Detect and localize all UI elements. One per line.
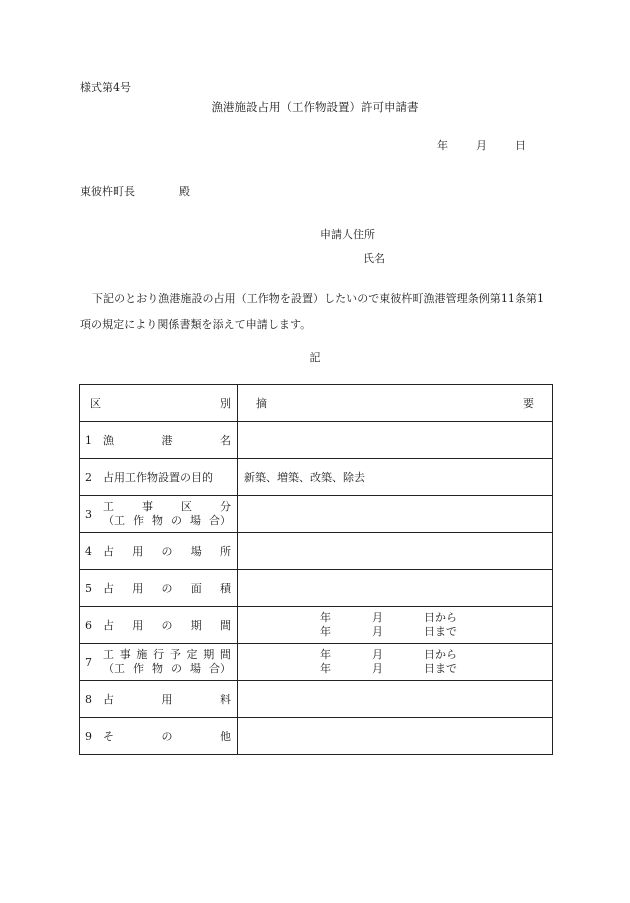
row-value-cell[interactable] xyxy=(238,459,553,496)
period-block xyxy=(238,611,552,639)
row-number: 4 xyxy=(85,544,92,558)
row-label-char: 区 xyxy=(181,500,192,513)
row-label-char: の xyxy=(171,662,182,675)
period-day-label: 日から xyxy=(424,648,457,661)
period-from-line xyxy=(320,611,552,625)
table-row xyxy=(80,718,553,755)
period-year-label: 年 xyxy=(320,662,331,675)
row-label-char: 面 xyxy=(190,582,202,595)
row-label-char: そ xyxy=(103,730,114,743)
date-line xyxy=(437,137,526,153)
period-day-label: 日から xyxy=(424,611,457,624)
row-label-char: 合） xyxy=(209,662,231,675)
row-label-cell xyxy=(80,681,238,718)
period-block xyxy=(238,648,552,676)
row-number: 3 xyxy=(85,507,92,521)
row-label-char: （工 xyxy=(103,514,125,527)
row-label-char: 占 xyxy=(103,619,114,632)
row-label-char: 用 xyxy=(132,545,144,558)
period-from-line xyxy=(320,648,552,662)
row-value-cell[interactable] xyxy=(238,607,553,644)
row-label-char: 漁 xyxy=(103,434,114,447)
row-value-cell[interactable] xyxy=(238,533,553,570)
header-category-cell xyxy=(80,385,238,422)
table-row xyxy=(80,533,553,570)
addressee-name: 東彼杵町長 xyxy=(80,185,135,198)
row-value-cell[interactable] xyxy=(238,718,553,755)
row-label-char: の xyxy=(161,582,173,595)
row-label-char: 事 xyxy=(119,648,131,661)
row-label-char: 他 xyxy=(220,730,231,743)
table-row xyxy=(80,681,553,718)
row-label-cell xyxy=(80,496,238,533)
table-header-row xyxy=(80,385,553,422)
period-year-label: 年 xyxy=(320,625,331,638)
row-label-cell xyxy=(80,570,238,607)
row-label-char: 場 xyxy=(190,514,201,527)
period-day-label: 日まで xyxy=(424,625,457,638)
table-row xyxy=(80,570,553,607)
header-category-char: 区 xyxy=(90,397,101,410)
addressee-honorific: 殿 xyxy=(179,185,190,198)
date-year-label: 年 xyxy=(437,139,448,152)
row-label-char: 作 xyxy=(133,514,144,527)
row-value-cell[interactable] xyxy=(238,422,553,459)
period-month-label: 月 xyxy=(372,625,383,638)
row-label-char: 場 xyxy=(190,662,201,675)
period-month-label: 月 xyxy=(372,648,383,661)
date-day-label: 日 xyxy=(515,139,526,152)
row-label-char: （工 xyxy=(103,662,125,675)
row-label-cell xyxy=(80,459,238,496)
row-number: 2 xyxy=(85,470,92,484)
row-value-cell[interactable] xyxy=(238,570,553,607)
row-number: 9 xyxy=(85,729,92,743)
period-to-line xyxy=(320,625,552,639)
row-label-cell xyxy=(80,607,238,644)
row-number: 5 xyxy=(85,581,92,595)
applicant-name-label: 氏名 xyxy=(363,252,385,265)
row-label-char: 用 xyxy=(132,619,144,632)
row-number: 6 xyxy=(85,618,92,632)
row-label-char: 工 xyxy=(103,500,114,513)
table-row xyxy=(80,422,553,459)
row-label-char: 物 xyxy=(152,662,163,675)
row-label-char: 合） xyxy=(209,514,231,527)
header-summary-char: 要 xyxy=(523,397,534,410)
row-label-char: 料 xyxy=(220,693,231,706)
table-row xyxy=(80,496,553,533)
period-year-label: 年 xyxy=(320,648,331,661)
row-label-char: 所 xyxy=(220,545,231,558)
application-body-text: 下記のとおり漁港施設の占用（工作物を設置）したいので東彼杵町漁港管理条例第11条第1項の規定により関係書類を添えて申請します。 xyxy=(80,292,545,331)
row-label-char: 行 xyxy=(153,648,165,661)
row-label-char: 名 xyxy=(220,434,231,447)
row-label-char: 分 xyxy=(220,500,231,513)
row-value-cell[interactable] xyxy=(238,681,553,718)
row-label-char: 間 xyxy=(219,648,231,661)
application-table-body xyxy=(80,385,553,755)
row-label-char: 積 xyxy=(220,582,231,595)
row-label-char: 期 xyxy=(203,648,215,661)
period-month-label: 月 xyxy=(372,611,383,624)
row-value-cell[interactable] xyxy=(238,496,553,533)
row-label-char: 定 xyxy=(186,648,198,661)
period-year-label: 年 xyxy=(320,611,331,624)
header-summary-char: 摘 xyxy=(256,397,267,410)
row-number: 7 xyxy=(85,655,92,669)
row-label-char: の xyxy=(161,730,173,743)
header-summary-cell xyxy=(238,385,553,422)
row-value-cell[interactable] xyxy=(238,644,553,681)
period-to-line xyxy=(320,662,552,676)
table-row xyxy=(80,644,553,681)
row-label-char: の xyxy=(161,619,173,632)
table-row xyxy=(80,607,553,644)
row-label-char: 期 xyxy=(190,619,202,632)
row-label-char: 事 xyxy=(142,500,153,513)
addressee xyxy=(80,183,190,199)
ki-heading: 記 xyxy=(309,351,321,364)
row-label-char: 物 xyxy=(152,514,163,527)
row-label-char: 占 xyxy=(103,545,114,558)
row-number: 1 xyxy=(85,433,92,447)
form-number: 様式第4号 xyxy=(80,81,131,94)
row-number: 8 xyxy=(85,692,92,706)
row-label-cell xyxy=(80,422,238,459)
row-label-char: 用 xyxy=(161,693,173,706)
row-label-char: 用 xyxy=(132,582,144,595)
period-month-label: 月 xyxy=(372,662,383,675)
period-day-label: 日まで xyxy=(424,662,457,675)
row-label-char: の xyxy=(171,514,182,527)
row-label-cell xyxy=(80,533,238,570)
row-value-text: 新築、増築、改築、除去 xyxy=(244,471,365,484)
row-label-char: 港 xyxy=(161,434,173,447)
row-label-char: の xyxy=(161,545,173,558)
row-label-text: 占用工作物設置の目的 xyxy=(103,471,213,484)
row-label-char: 占 xyxy=(103,693,114,706)
header-category-char: 別 xyxy=(220,397,231,410)
row-label-cell xyxy=(80,644,238,681)
row-label-char: 間 xyxy=(220,619,231,632)
row-label-char: 施 xyxy=(136,648,148,661)
row-label-char: 予 xyxy=(169,648,181,661)
application-table xyxy=(79,384,553,755)
table-row xyxy=(80,459,553,496)
date-month-label: 月 xyxy=(476,139,487,152)
row-label-char: 占 xyxy=(103,582,114,595)
document-title: 漁港施設占用（工作物設置）許可申請書 xyxy=(211,100,419,114)
row-label-char: 場 xyxy=(190,545,202,558)
row-label-cell xyxy=(80,718,238,755)
applicant-address-label: 申請人住所 xyxy=(320,228,375,241)
row-label-char: 工 xyxy=(103,648,114,661)
row-label-char: 作 xyxy=(133,662,144,675)
